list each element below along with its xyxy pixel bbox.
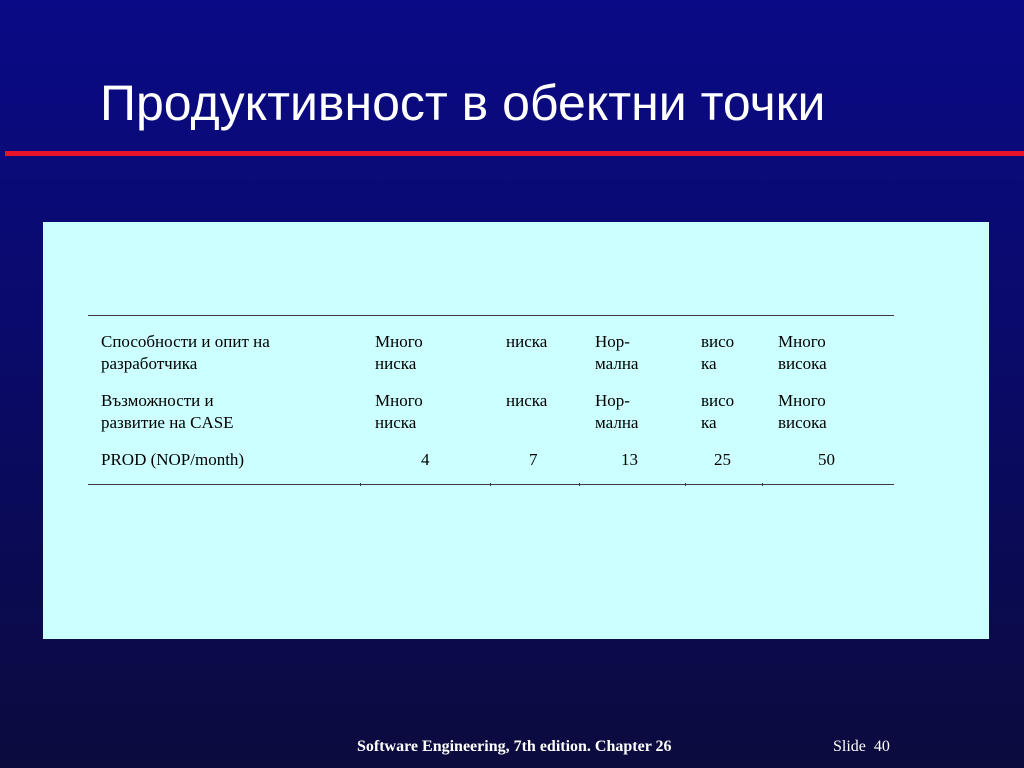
column-tick [762,483,763,486]
cell-case-nominal: Нор- мална [595,391,639,432]
cell-prod-high: 25 [714,450,731,469]
footer-book-title: Software Engineering, 7th edition. Chapter 26 [357,738,672,755]
cell-developer-low: ниска [506,332,548,351]
cell-developer-very-low: Много ниска [375,332,423,373]
table-bottom-rule [88,484,894,485]
cell-prod-very-high: 50 [818,450,835,469]
cell-prod-low: 7 [529,450,538,469]
cell-prod-nominal: 13 [621,450,638,469]
row-label-developer-experience: Способности и опит на разработчика [101,332,270,373]
cell-prod-very-low: 4 [421,450,430,469]
cell-developer-very-high: Много висока [778,332,827,373]
column-tick [360,483,361,486]
cell-developer-high: висо ка [701,332,735,373]
row-label-case-maturity: Възможности и развитие на CASE [101,391,234,432]
content-panel [43,222,989,639]
footer-slide-label: Slide [833,738,866,755]
cell-case-low: ниска [506,391,548,410]
cell-case-high: висо ка [701,391,735,432]
cell-developer-nominal: Нор- мална [595,332,639,373]
column-tick [579,483,580,486]
table-top-rule [88,315,894,316]
column-tick [490,483,491,486]
title-divider [5,151,1024,156]
cell-case-very-low: Много ниска [375,391,423,432]
row-label-prod: PROD (NOP/month) [101,450,245,469]
cell-case-very-high: Много висока [778,391,827,432]
footer-slide-value: 40 [873,738,890,755]
footer-slide-number [833,738,890,756]
slide-title: Продуктивност в обектни точки [100,75,826,131]
column-tick [685,483,686,486]
